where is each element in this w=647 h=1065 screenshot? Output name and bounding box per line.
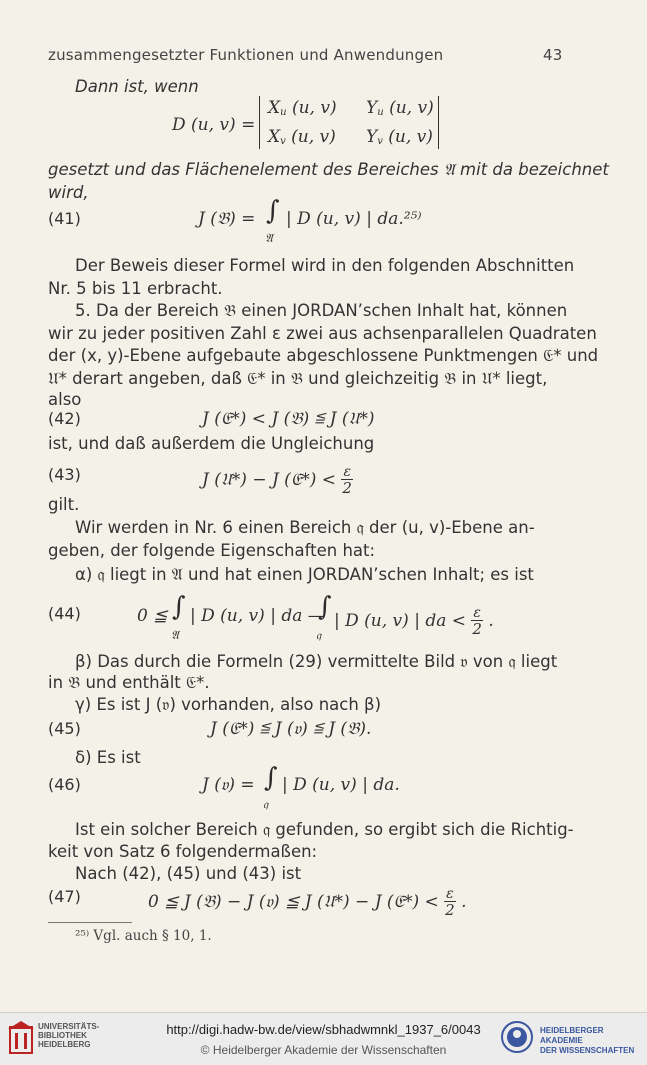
gamma-line: γ) Es ist J (𝔳) vorhanden, also nach β) bbox=[75, 695, 382, 714]
eq41-lower: 𝔄 bbox=[265, 231, 273, 245]
eq46-body: | D (u, v) | da. bbox=[282, 775, 400, 795]
eq46-lhs: J (𝔳) = bbox=[202, 775, 255, 795]
running-title: zusammengesetzter Funktionen und Anwendungen bbox=[48, 46, 444, 64]
eq43-fraction: $\frac{\varepsilon}{2}$ bbox=[342, 464, 352, 497]
ist-und-line: ist, und daß außerdem die Ungleichung bbox=[48, 434, 375, 453]
page-number: 43 bbox=[543, 46, 563, 64]
ist-ein-line-2: keit von Satz 6 folgendermaßen: bbox=[48, 842, 318, 861]
academy-seal-icon bbox=[500, 1020, 534, 1054]
eq44-part-b: | D (u, v) | da — bbox=[190, 606, 325, 626]
beta-line-2: in 𝔅 und enthält 𝔈*. bbox=[48, 673, 210, 692]
integral-sign-46: ∫ bbox=[264, 763, 278, 793]
integral-sign-44b: ∫ bbox=[318, 592, 332, 622]
p5-line-1: 5. Da der Bereich 𝔅 einen JORDAN’schen Inhalt hat, können bbox=[75, 301, 568, 320]
permalink-url[interactable]: http://digi.hadw-bw.de/view/sbhadwmnkl_1937_6/0043 bbox=[166, 1022, 481, 1037]
eq41-label: (41) bbox=[48, 209, 81, 228]
gesetzt-line-1: gesetzt und das Flächenelement des Bereiches 𝔄 mit da bezeichnet bbox=[48, 160, 609, 179]
academy-logo-text: HEIDELBERGER AKADEMIE DER WISSENSCHAFTEN bbox=[540, 1026, 635, 1055]
copyright-notice: © Heidelberger Akademie der Wissenschaften bbox=[200, 1043, 447, 1057]
beweis-line-2: Nr. 5 bis 11 erbracht. bbox=[48, 279, 223, 298]
eq41-body: | D (u, v) | da.²⁵⁾ bbox=[286, 209, 422, 229]
eq43: J (𝔘*) − J (𝔈*) < $\frac{\varepsilon}{2}$ bbox=[202, 464, 352, 497]
integral-sign-44a: ∫ bbox=[172, 592, 186, 622]
intro-line: Dann ist, wenn bbox=[75, 77, 199, 96]
wir-line-2: geben, der folgende Eigenschaften hat: bbox=[48, 541, 376, 560]
p5-line-3: der (x, y)-Ebene aufgebaute abgeschlossene Punktmengen 𝔈* und bbox=[48, 346, 599, 365]
university-library-logo-text: UNIVERSITÄTS- BIBLIOTHEK HEIDELBERG bbox=[38, 1022, 100, 1049]
eq44-lower-1: 𝔄 bbox=[171, 628, 179, 642]
nach-line: Nach (42), (45) und (43) ist bbox=[75, 864, 302, 883]
p5-line-5: also bbox=[48, 390, 82, 409]
det-xu: $X_u$ (u, v) bbox=[268, 98, 337, 118]
eq43-label: (43) bbox=[48, 465, 81, 484]
p5-line-2: wir zu jeder positiven Zahl ε zwei aus achsenparallelen Quadraten bbox=[48, 324, 597, 343]
p5-line-4: 𝔘* derart angeben, daß 𝔈* in 𝔅 und gleichzeitig 𝔅 in 𝔘* liegt, bbox=[48, 369, 548, 388]
wir-line-1: Wir werden in Nr. 6 einen Bereich 𝔮 der (u, v)-Ebene an- bbox=[75, 518, 535, 537]
eq44-fraction: $\frac{\varepsilon}{2}$ bbox=[472, 605, 482, 638]
eq47: 0 ≦ J (𝔅) − J (𝔳) ≦ J (𝔘*) − J (𝔈*) < $\frac{\varepsilon}{2}$ . bbox=[148, 886, 467, 919]
det-lhs: D (u, v) = bbox=[172, 115, 256, 135]
eq42: J (𝔈*) < J (𝔅) ≦ J (𝔘*) bbox=[202, 409, 375, 429]
det-right-bar bbox=[438, 96, 439, 149]
footnote-rule bbox=[48, 922, 132, 923]
eq44-label: (44) bbox=[48, 604, 81, 623]
det-yv: $Y_v$ (u, v) bbox=[366, 127, 433, 147]
eq44-lower-2: 𝔮 bbox=[316, 628, 322, 642]
det-xv: $X_v$ (u, v) bbox=[268, 127, 336, 147]
eq44-part-c: | D (u, v) | da < $\frac{\varepsilon}{2}$ . bbox=[334, 605, 494, 638]
eq41-lhs: J (𝔅) = bbox=[198, 209, 256, 229]
eq42-label: (42) bbox=[48, 409, 81, 428]
det-left-bar bbox=[259, 96, 260, 149]
alpha-line: α) 𝔮 liegt in 𝔄 und hat einen JORDAN’schen Inhalt; es ist bbox=[75, 565, 534, 584]
integral-sign-41: ∫ bbox=[266, 196, 280, 226]
eq46-lower: 𝔮 bbox=[263, 797, 269, 811]
footnote: ²⁵⁾ Vgl. auch § 10, 1. bbox=[75, 928, 212, 944]
eq47-label: (47) bbox=[48, 887, 81, 906]
viewer-footer bbox=[0, 1012, 647, 1065]
det-yu: $Y_u$ (u, v) bbox=[366, 98, 434, 118]
eq44-part-a: 0 ≦ bbox=[137, 606, 168, 626]
beta-line-1: β) Das durch die Formeln (29) vermittelte Bild 𝔳 von 𝔮 liegt bbox=[75, 652, 558, 671]
delta-line: δ) Es ist bbox=[75, 748, 141, 767]
eq45-label: (45) bbox=[48, 719, 81, 738]
beweis-line-1: Der Beweis dieser Formel wird in den folgenden Abschnitten bbox=[75, 256, 575, 275]
eq46-label: (46) bbox=[48, 775, 81, 794]
ist-ein-line-1: Ist ein solcher Bereich 𝔮 gefunden, so ergibt sich die Richtig- bbox=[75, 820, 574, 839]
eq47-fraction: $\frac{\varepsilon}{2}$ bbox=[445, 886, 455, 919]
gesetzt-line-2: wird, bbox=[48, 183, 89, 202]
gilt-line: gilt. bbox=[48, 495, 80, 514]
eq45: J (𝔈*) ≦ J (𝔳) ≦ J (𝔅). bbox=[210, 719, 372, 739]
